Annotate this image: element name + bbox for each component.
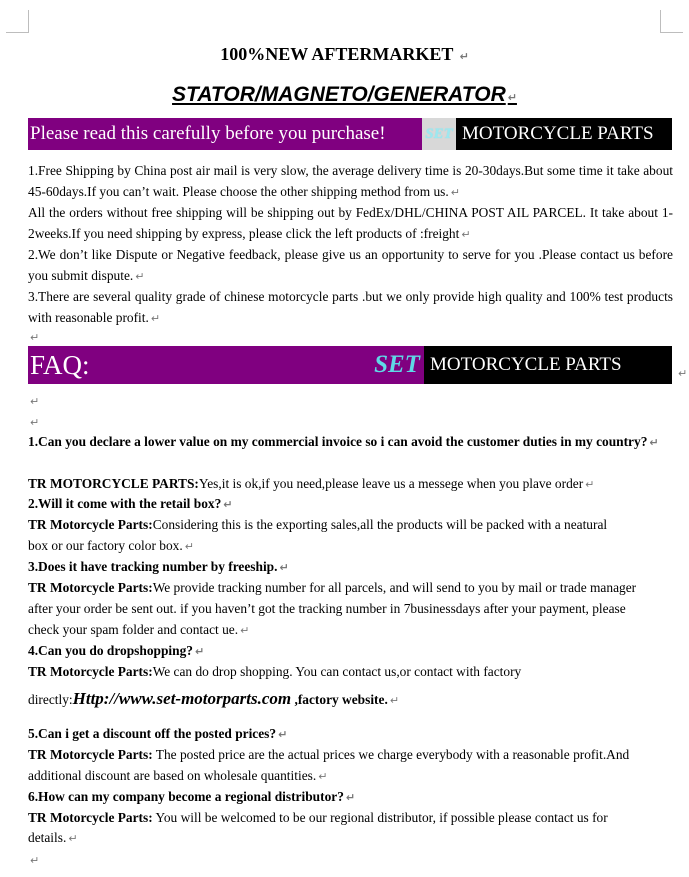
empty-paragraph: ↵ xyxy=(30,854,40,867)
faq-answer-6: TR Motorcycle Parts: You will be welcomed to be our regional distributor, if possible please contact us for xyxy=(28,810,608,825)
page-corner-mark-top-right xyxy=(660,10,683,33)
faq-answer-4-url-line: directly:Http://www.set-motorparts.com ,factory website. ↵ xyxy=(28,689,400,708)
faq-answer-6-cont: details. ↵ xyxy=(28,830,78,845)
faq-question-5: 5.Can i get a discount off the posted prices? ↵ xyxy=(28,726,288,741)
page-corner-mark-top-left xyxy=(6,10,29,33)
faq-banner xyxy=(28,346,672,384)
empty-paragraph: ↵ xyxy=(30,416,40,429)
faq-answer-4: TR Motorcycle Parts:We can do drop shopping. You can contact us,or contact with factory xyxy=(28,664,522,679)
faq-question-2: 2.Will it come with the retail box? ↵ xyxy=(28,496,233,511)
brand-label: MOTORCYCLE PARTS xyxy=(424,346,672,384)
faq-answer-5: TR Motorcycle Parts: The posted price are the actual prices we charge everybody with a reasonable profit.And xyxy=(28,747,630,762)
notice-banner-text: Please read this carefully before you purchase! xyxy=(28,118,422,150)
empty-paragraph: ↵ xyxy=(30,395,40,408)
faq-banner-title: FAQ: xyxy=(28,346,370,384)
set-logo: SET xyxy=(370,346,424,384)
faq-answer-2: TR Motorcycle Parts:Considering this is the exporting sales,all the products will be packed with a neatural xyxy=(28,517,608,532)
factory-website-link[interactable]: Http://www.set-motorparts.com xyxy=(72,689,292,708)
title-stator: STATOR/MAGNETO/GENERATOR ↵ xyxy=(172,83,517,106)
empty-paragraph: ↵ xyxy=(30,331,40,344)
faq-answer-5-cont: additional discount are based on wholesale quantities. ↵ xyxy=(28,768,328,783)
brand-label: MOTORCYCLE PARTS xyxy=(456,118,672,150)
faq-question-1: 1.Can you declare a lower value on my commercial invoice so i can avoid the customer duties in my country? ↵ xyxy=(28,434,659,449)
faq-question-3: 3.Does it have tracking number by freeship. ↵ xyxy=(28,559,289,574)
faq-question-4: 4.Can you do dropshopping? ↵ xyxy=(28,643,205,658)
notice-paragraph-2: All the orders without free shipping will be shipping out by FedEx/DHL/CHINA POST AIL PARCEL. It take about 1-2weeks.If you need shipping by express, please click the left products of :freight ↵ xyxy=(28,205,673,241)
faq-answer-3-cont: after your order be sent out. if you haven’t got the tracking number in 7businessdays after your payment, please xyxy=(28,601,626,616)
faq-answer-1: TR MOTORCYCLE PARTS:Yes,it is ok,if you need,please leave us a messege when you plave order ↵ xyxy=(28,476,595,491)
faq-answer-2-cont: box or our factory color box. ↵ xyxy=(28,538,194,553)
set-logo: SET xyxy=(422,118,456,150)
title-aftermarket: 100%NEW AFTERMARKET ↵ xyxy=(220,44,469,64)
notice-paragraph-4: 3.There are several quality grade of chinese motorcycle parts .but we only provide high quality and 100% test products with reasonable profit. ↵ xyxy=(28,289,673,325)
faq-answer-3-cont2: check your spam folder and contact ue. ↵ xyxy=(28,622,250,637)
paragraph-mark: ↵ xyxy=(678,367,688,380)
notice-paragraph-3: 2.We don’t like Dispute or Negative feedback, please give us an opportunity to serve for you .Please contact us before you submit dispute. ↵ xyxy=(28,247,673,283)
notice-banner xyxy=(28,118,672,150)
notice-paragraph-1: 1.Free Shipping by China post air mail is very slow, the average delivery time is 20-30days.But some time it take about 45-60days.If you can’t wait. Please choose the other shipping method from us. ↵ xyxy=(28,163,673,199)
faq-answer-3: TR Motorcycle Parts:We provide tracking number for all parcels, and will send to you by mail or trade manager xyxy=(28,580,637,595)
faq-question-6: 6.How can my company become a regional distributor? ↵ xyxy=(28,789,356,804)
